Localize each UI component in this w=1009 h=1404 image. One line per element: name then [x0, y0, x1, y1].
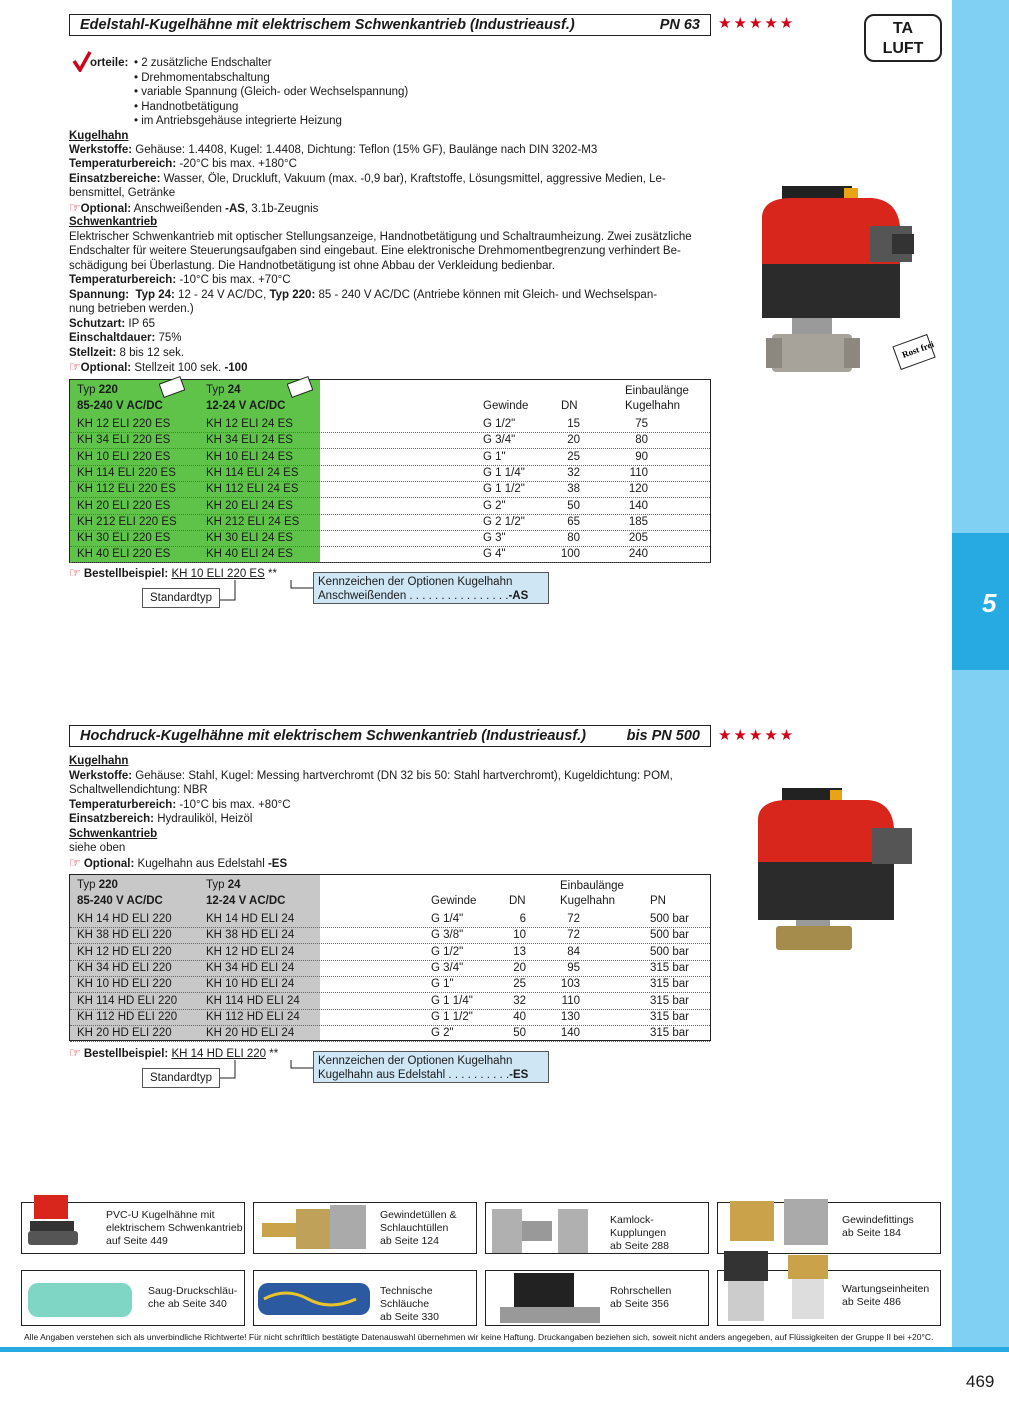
thread: G 3/4": [483, 434, 516, 447]
dn: 100: [560, 548, 580, 561]
article-220: KH 40 ELI 220 ES: [77, 548, 171, 561]
section1-rating: ★★★★★: [718, 15, 796, 32]
connector-lines: [215, 578, 315, 608]
tile-saug-druckschlaeuche[interactable]: Saug-Druckschläu- che ab Seite 340: [21, 1270, 245, 1326]
werkstoffe-line: Werkstoffe: Gehäuse: Stahl, Kugel: Messing hartverchromt (DN 32 bis 50: Stahl hartverchromt), Kugeldichtung: POM,: [69, 770, 673, 782]
schwenkantrieb-heading: Schwenkantrieb: [69, 828, 158, 840]
article-24: KH 12 ELI 24 ES: [206, 418, 293, 430]
article-220: KH 34 HD ELI 220: [77, 961, 172, 974]
schutzart-line: Schutzart: IP 65: [69, 318, 156, 330]
rostfrei-stamp-icon: [159, 376, 185, 398]
kugelhahn-heading: Kugelhahn: [69, 755, 129, 767]
connector-lines: [215, 1058, 315, 1088]
optional-line: ☞Optional: Anschweißenden -AS, 3.1b-Zeugnis: [69, 200, 319, 215]
pointing-hand-icon: ☞: [69, 200, 81, 215]
article-24: KH 112 ELI 24 ES: [206, 483, 299, 496]
checkmark-icon: [72, 50, 92, 72]
pointing-hand-icon: ☞: [69, 565, 81, 580]
article-220: KH 30 ELI 220 ES: [77, 532, 171, 545]
optional-line: ☞ Optional: Kugelhahn aus Edelstahl -ES: [69, 855, 288, 870]
article-24: KH 10 ELI 24 ES: [206, 450, 293, 463]
vorteile-label: orteile:: [90, 57, 129, 69]
length: 90: [635, 450, 648, 463]
suction-hose-icon: [26, 1275, 136, 1323]
table-row: [70, 1025, 710, 1042]
svg-text:Rost frei: Rost frei: [900, 339, 936, 360]
thread: G 3/8": [431, 929, 464, 942]
rostfrei-stamp-icon: [287, 376, 313, 398]
article-24: KH 114 HD ELI 24: [206, 994, 300, 1007]
length: 110: [629, 466, 648, 479]
table-row: [70, 530, 710, 547]
table-row: [70, 481, 710, 498]
table-row: [70, 911, 710, 928]
article-24: KH 34 ELI 24 ES: [206, 434, 293, 447]
rostfrei-stamp-icon: [892, 334, 936, 370]
length: 185: [628, 515, 648, 528]
table-row: [70, 432, 710, 449]
camlock-coupling-icon: [488, 1199, 608, 1259]
dn: 6: [519, 913, 526, 925]
thread: G 1 1/2": [431, 1010, 473, 1023]
dn: 15: [567, 418, 580, 430]
tile-wartungseinheiten[interactable]: Wartungseinheiten ab Seite 486: [717, 1270, 941, 1326]
stellzeit-line: Stellzeit: 8 bis 12 sek.: [69, 347, 185, 359]
pointing-hand-icon: ☞: [69, 359, 81, 374]
werkstoffe-line: Werkstoffe: Gehäuse: 1.4408, Kugel: 1.4408, Dichtung: Teflon (15% GF), Baulänge nach DIN 3202-M3: [69, 144, 598, 156]
table-row: [70, 944, 710, 961]
dn: 38: [567, 483, 580, 496]
description-line-3: schädigung bei Überlastung. Die Handnotbetätigung ist ohne Abbau der Verkleidung bedienbar.: [69, 260, 555, 272]
thread: G 3": [483, 532, 506, 545]
technical-hose-icon: [256, 1275, 374, 1323]
einschaltdauer-line: Einschaltdauer: 75%: [69, 332, 182, 344]
chapter-tab[interactable]: 5: [952, 533, 1009, 670]
einsatz-line-2: bensmittel, Getränke: [69, 187, 176, 199]
dn: 80: [567, 532, 580, 545]
dn: 32: [567, 466, 580, 479]
footnote: Alle Angaben verstehen sich als unverbindliche Richtwerte! Für nicht schriftlich bestätigte Datenauswahl übernehmen wir keine Haftung. Druckangaben beziehen sich, soweit nicht anders angegeben, auf Flüssigkeiten der Gruppe II bei +20°C.: [24, 1332, 934, 1342]
dn: 50: [513, 1027, 526, 1040]
dn: 13: [513, 945, 526, 958]
actuator-ball-valve-brass-image: [752, 788, 922, 963]
description-line-2: Endschalter für weitere Steuerungsaufgaben sind eingebaut. Eine elektronische Drehmomentbegrenzung verhindert Be-: [69, 245, 681, 257]
pn: 315 bar: [650, 1010, 690, 1023]
einsatz-line: Einsatzbereich: Hydrauliköl, Heizöl: [69, 813, 253, 825]
options-box: Kennzeichen der Optionen Kugelhahn Kugelhahn aus Edelstahl . . . . . . . . . .-ES: [313, 1051, 549, 1083]
tile-technische-schlaeuche[interactable]: Technische Schläuche ab Seite 330: [253, 1270, 477, 1326]
dn: 20: [567, 434, 580, 447]
thread: G 1": [483, 450, 506, 463]
length: 140: [628, 499, 648, 512]
length: 80: [635, 434, 648, 447]
article-220: KH 34 ELI 220 ES: [77, 434, 171, 447]
tile-kamlock[interactable]: Kamlock-Kupplungen ab Seite 288: [485, 1202, 709, 1254]
table-row: [70, 514, 710, 531]
dn: 20: [513, 961, 526, 974]
article-220: KH 10 ELI 220 ES: [77, 450, 171, 463]
options-box: Kennzeichen der Optionen Kugelhahn Anschweißenden . . . . . . . . . . . . . . . .-AS: [313, 572, 549, 604]
section2-rating: ★★★★★: [718, 727, 796, 744]
optional-line-2: ☞Optional: Stellzeit 100 sek. -100: [69, 359, 248, 374]
thread: G 1": [431, 978, 454, 991]
length: 84: [567, 945, 580, 958]
length: 95: [567, 961, 580, 974]
article-24: KH 14 HD ELI 24: [206, 913, 295, 925]
article-24: KH 34 HD ELI 24: [206, 961, 295, 974]
article-220: KH 12 HD ELI 220: [77, 945, 172, 958]
pvc-valve-icon: [28, 1191, 88, 1253]
length: 110: [561, 994, 580, 1007]
length: 130: [560, 1010, 580, 1023]
pn: 500 bar: [650, 929, 690, 942]
spannung-line: Spannung: Typ 24: 12 - 24 V AC/DC, Typ 220: 85 - 240 V AC/DC (Antriebe können mit Gleich- und Wechselspan-: [69, 289, 658, 301]
dn: 40: [513, 1010, 526, 1023]
pipe-clamp-icon: [496, 1263, 606, 1329]
article-24: KH 40 ELI 24 ES: [206, 548, 293, 561]
pn: 315 bar: [650, 961, 690, 974]
pn: 500 bar: [650, 913, 690, 925]
thread: G 1/2": [431, 945, 464, 958]
table-row: [70, 498, 710, 515]
dn: 50: [567, 499, 580, 512]
standardtyp-box: Standardtyp: [142, 588, 220, 608]
article-24: KH 20 ELI 24 ES: [206, 499, 293, 512]
dn: 25: [567, 450, 580, 463]
article-220: KH 112 HD ELI 220: [77, 1010, 178, 1023]
dn: 65: [567, 515, 580, 528]
thread: G 4": [483, 548, 506, 561]
article-220: KH 114 ELI 220 ES: [77, 466, 176, 479]
tile-gewindefittings[interactable]: Gewindefittings ab Seite 184: [717, 1202, 941, 1254]
thread: G 1 1/4": [483, 466, 525, 479]
bottom-rule: [0, 1347, 1009, 1352]
article-220: KH 20 ELI 220 ES: [77, 499, 171, 512]
order-example: ☞ Bestellbeispiel: KH 14 HD ELI 220 **: [69, 1045, 279, 1060]
thread: G 2": [431, 1027, 454, 1040]
length: 103: [560, 978, 580, 991]
thread: G 2": [483, 499, 506, 512]
thread: G 1/4": [431, 913, 464, 925]
spannung-line-2: nung betrieben werden.): [69, 303, 194, 315]
article-220: KH 20 HD ELI 220: [77, 1027, 172, 1040]
page-number: 469: [966, 1372, 995, 1391]
thread: G 3/4": [431, 961, 464, 974]
article-24: KH 114 ELI 24 ES: [206, 466, 299, 479]
einsatz-line: Einsatzbereiche: Wasser, Öle, Druckluft, Vakuum (max. -0,9 bar), Kraftstoffe, Lösungsmittel, aggressive Medien, Le-: [69, 173, 666, 185]
table-row: [70, 449, 710, 466]
temperature-line-2: Temperaturbereich: -10°C bis max. +70°C: [69, 274, 291, 286]
article-220: KH 12 ELI 220 ES: [77, 418, 171, 430]
length: 72: [567, 913, 580, 925]
table-row: [70, 546, 710, 563]
side-bar: [952, 0, 1009, 1350]
table-row: [70, 465, 710, 482]
thread: G 1 1/4": [431, 994, 473, 1007]
article-220: KH 112 ELI 220 ES: [77, 483, 176, 496]
table-row: [70, 960, 710, 977]
article-24: KH 30 ELI 24 ES: [206, 532, 293, 545]
maintenance-unit-icon: [718, 1241, 838, 1325]
temperature-line: Temperaturbereich: -20°C bis max. +180°C: [69, 158, 297, 170]
tile-pvc-kugelhaehne[interactable]: PVC-U Kugelhähne mit elektrischem Schwenkantrieb auf Seite 449: [21, 1202, 245, 1254]
section1-title: Edelstahl-Kugelhähne mit elektrischem Schwenkantrieb (Industrieausf.) PN 63: [69, 14, 711, 36]
article-24: KH 10 HD ELI 24: [206, 978, 295, 991]
pn: 315 bar: [650, 1027, 690, 1040]
siehe-oben: siehe oben: [69, 842, 126, 854]
article-220: KH 38 HD ELI 220: [77, 929, 172, 942]
section2-title: Hochdruck-Kugelhähne mit elektrischem Schwenkantrieb (Industrieausf.) bis PN 500: [69, 725, 711, 747]
pn: 315 bar: [650, 978, 690, 991]
article-220: KH 114 HD ELI 220: [77, 994, 178, 1007]
tile-rohrschellen[interactable]: Rohrschellen ab Seite 356: [485, 1270, 709, 1326]
vorteile-list: • 2 zusätzliche Endschalter • Drehmomentabschaltung • variable Spannung (Gleich- oder Wechselspannung) • Handnotbetätigung • im Antriebsgehäuse integrierte Heizung: [134, 57, 409, 128]
section1-product-table: Typ 220 85-240 V AC/DC Typ 24 12-24 V AC/DC Gewinde DN Einbaulänge Kugelhahn KH 12 ELI 220 ES KH 12 ELI 24 ES G 1/2" 15 75 KH 34 ELI 220 ES KH 34 ELI 24 ES G 3/4" 20 80 KH 10 ELI 220 ES KH 10 ELI 24 ES G 1" 25 90 KH 114 ELI 220 ES KH 114 ELI 24 ES G 1 1/4" 32 110 KH 112 ELI 220 ES KH 112 ELI 24 ES G 1 1/2" 38 120 KH 20 ELI 220 ES KH 20 ELI 24 ES G 2" 50 140 KH 212 ELI 220 ES KH 212 ELI 24 ES G 2 1/2" 65 185 KH 30 ELI 220 ES KH 30 ELI 24 ES G 3" 80 205 KH 40 ELI 220 ES KH 40 ELI 24 ES G 4" 100 240: [69, 379, 711, 563]
article-220: KH 10 HD ELI 220: [77, 978, 172, 991]
pn: 315 bar: [650, 994, 690, 1007]
pn: 500 bar: [650, 945, 690, 958]
article-220: KH 14 HD ELI 220: [77, 913, 172, 925]
thread: G 1 1/2": [483, 483, 525, 496]
article-24: KH 112 HD ELI 24: [206, 1010, 300, 1023]
dn: 10: [513, 929, 526, 942]
description-line-1: Elektrischer Schwenkantrieb mit optischer Stellungsanzeige, Handnotbetätigung und Schaltraumheizung. Zwei zusätzliche: [69, 231, 692, 243]
length: 72: [567, 929, 580, 942]
table-row: [70, 416, 710, 433]
thread: G 2 1/2": [483, 515, 525, 528]
article-24: KH 212 ELI 24 ES: [206, 515, 300, 528]
table-row: [70, 993, 710, 1010]
length: 140: [560, 1027, 580, 1040]
schwenkantrieb-heading: Schwenkantrieb: [69, 216, 158, 228]
thread: G 1/2": [483, 418, 516, 430]
length: 75: [635, 418, 648, 430]
temperature-line: Temperaturbereich: -10°C bis max. +80°C: [69, 799, 291, 811]
dn: 32: [513, 994, 526, 1007]
article-220: KH 212 ELI 220 ES: [77, 515, 177, 528]
table-row: [70, 1009, 710, 1026]
section2-product-table: Typ 220 85-240 V AC/DC Typ 24 12-24 V AC/DC Gewinde DN Einbaulänge Kugelhahn PN KH 14 HD ELI 220 KH 14 HD ELI 24 G 1/4" 6 72 500 bar KH 38 HD ELI 220 KH 38 HD ELI 24 G 3/8" 10 72 500 bar KH 12 HD ELI 220 KH 12 HD ELI 24 G 1/2" 13 84 500 bar KH 34 HD ELI 220 KH 34 HD ELI 24 G 3/4" 20 95 315 bar KH 10 HD ELI 220 KH 10 HD ELI 24 G 1" 25 103 315 bar KH 114 HD ELI 220 KH 114 HD ELI 24 G 1 1/4" 32 110 315 bar KH 112 HD ELI 220 KH 112 HD ELI 24 G 1 1/2" 40 130 315 bar KH 20 HD ELI 220 KH 20 HD ELI 24 G 2" 50 140 315 bar: [69, 874, 711, 1041]
pointing-hand-icon: ☞: [69, 1045, 81, 1060]
standardtyp-box: Standardtyp: [142, 1068, 220, 1088]
ta-luft-logo: TA LUFT: [864, 14, 942, 62]
article-24: KH 20 HD ELI 24: [206, 1027, 295, 1040]
tile-gewindetuellen[interactable]: Gewindetüllen & Schlauchtüllen ab Seite 124: [253, 1202, 477, 1254]
pointing-hand-icon: ☞: [69, 855, 81, 870]
hose-fitting-icon: [260, 1195, 370, 1255]
order-example: ☞ Bestellbeispiel: KH 10 ELI 220 ES **: [69, 565, 277, 580]
article-24: KH 38 HD ELI 24: [206, 929, 295, 942]
length: 240: [628, 548, 648, 561]
table-row: [70, 927, 710, 944]
kugelhahn-heading: Kugelhahn: [69, 130, 129, 142]
length: 205: [628, 532, 648, 545]
article-24: KH 12 HD ELI 24: [206, 945, 295, 958]
werkstoffe-line-2: Schaltwellendichtung: NBR: [69, 784, 208, 796]
table-row: [70, 976, 710, 993]
dn: 25: [513, 978, 526, 991]
length: 120: [628, 483, 648, 496]
